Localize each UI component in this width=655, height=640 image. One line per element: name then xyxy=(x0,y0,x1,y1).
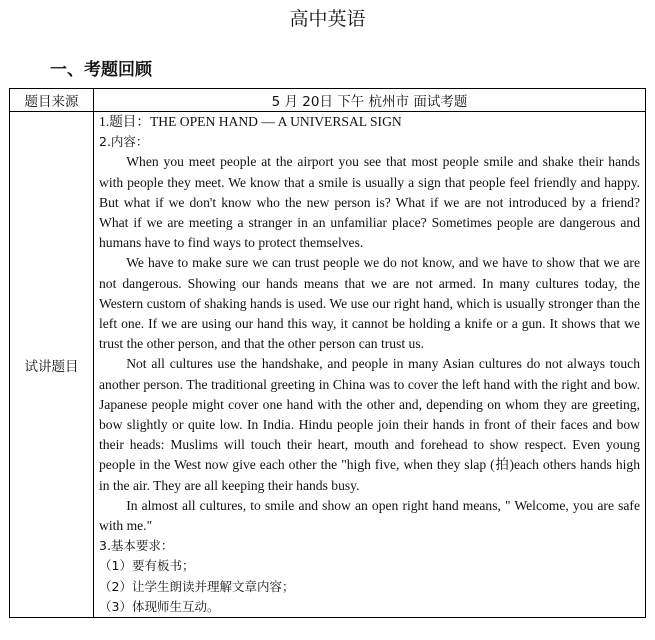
passage-paragraph-1: When you meet people at the airport you see that most people smile and shake their hands with people they meet. We know that a smile is usually a sign that people feel friendly and happy. But what if we don't know who the new person is? What if we are not introduced by a friend? What if we are meeting a stranger in an unfamiliar place? Sometimes people are dangerous and humans have to find ways to protect themselves. xyxy=(99,154,640,251)
requirement-1: （1）要有板书； xyxy=(99,558,195,574)
passage-paragraph-4: In almost all cultures, to smile and show an open right hand means, " Welcome, you are safe with me." xyxy=(99,497,640,534)
topic-row xyxy=(10,112,646,618)
section-heading: 一、考题回顾 xyxy=(50,60,152,80)
passage-paragraph-3: Not all cultures use the handshake, and people in many Asian cultures do not always touch another person. The traditional greeting in China was to cover the left hand with the right and bow. Japanese people might cover one hand with the other and, depending on whom they are greeting, bow slightly or quite low. In India. Hindu people join their hands in front of their faces and bow their heads: Muslims will touch their heart, mouth and forehead to show respect. Even young people in the West now give each other the "high five, when they slap (拍)each others hands high in the air. They are all keeping their hands busy. xyxy=(99,356,640,493)
passage-paragraph-2: We have to make sure we can trust people we do not know, and we have to show that we are not dangerous. Showing our hands means that we are not armed. In many cultures today, the Western custom of shaking hands is used. We use our right hand, which is usually stronger than the left one. If we are using our hand this way, it cannot be holding a knife or a gun. It shows that we trust the other person, and that the other person can trust us. xyxy=(99,255,640,352)
topic-label: 试讲题目 xyxy=(10,112,94,618)
item-requirements-label: 3.基本要求： xyxy=(99,538,174,554)
source-label: 题目来源 xyxy=(10,89,94,112)
document-title: 高中英语 xyxy=(289,8,366,30)
requirement-2: （2）让学生朗读并理解文章内容； xyxy=(99,578,295,594)
requirement-3: （3）体现师生互动。 xyxy=(99,598,220,614)
item-title: 1.题目：THE OPEN HAND — A UNIVERSAL SIGN xyxy=(99,114,402,129)
topic-content xyxy=(94,112,646,618)
exam-table xyxy=(9,88,646,618)
source-row xyxy=(10,89,646,112)
source-value: 5 月 20日 下午 杭州市 面试考题 xyxy=(94,89,646,112)
item-content-label: 2.内容： xyxy=(99,134,149,150)
